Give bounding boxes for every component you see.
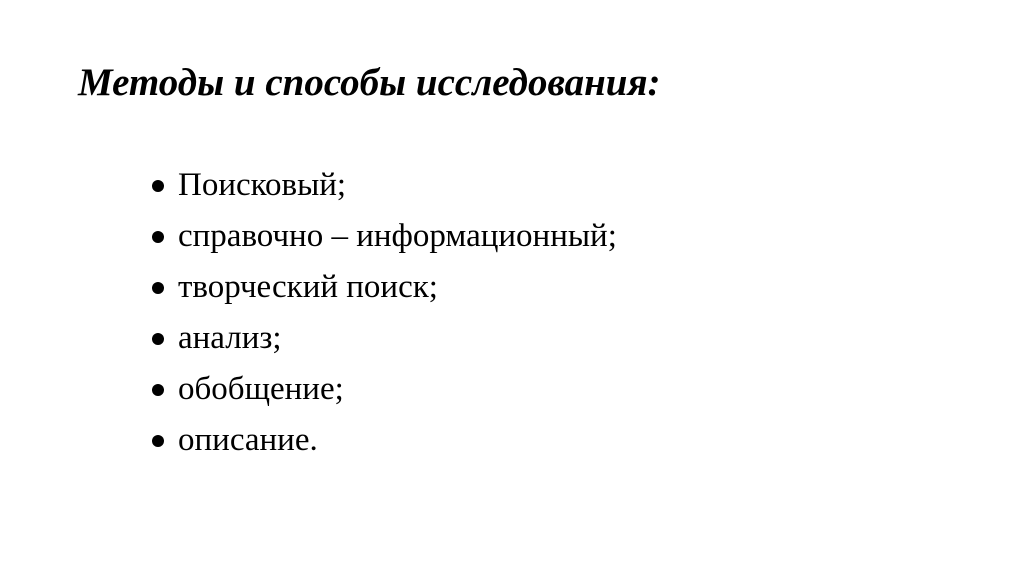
bullet-text: анализ; bbox=[178, 320, 282, 356]
bullet-text: Поисковый; bbox=[178, 167, 347, 203]
bullet-item bbox=[152, 415, 617, 466]
bullet-text: справочно – информационный; bbox=[178, 218, 617, 254]
bullet-item bbox=[152, 160, 617, 211]
bullet-dot-icon bbox=[152, 384, 164, 396]
bullet-text: описание. bbox=[178, 422, 318, 458]
bullet-dot-icon bbox=[152, 333, 164, 345]
bullet-item bbox=[152, 313, 617, 364]
bullet-dot-icon bbox=[152, 180, 164, 192]
bullet-dot-icon bbox=[152, 435, 164, 447]
bullet-item bbox=[152, 211, 617, 262]
bullet-list bbox=[152, 160, 617, 466]
bullet-text: творческий поиск; bbox=[178, 269, 438, 305]
bullet-dot-icon bbox=[152, 282, 164, 294]
bullet-item bbox=[152, 262, 617, 313]
bullet-dot-icon bbox=[152, 231, 164, 243]
slide-title: Методы и способы исследования: bbox=[78, 61, 661, 104]
bullet-text: обобщение; bbox=[178, 371, 344, 407]
bullet-item bbox=[152, 364, 617, 415]
